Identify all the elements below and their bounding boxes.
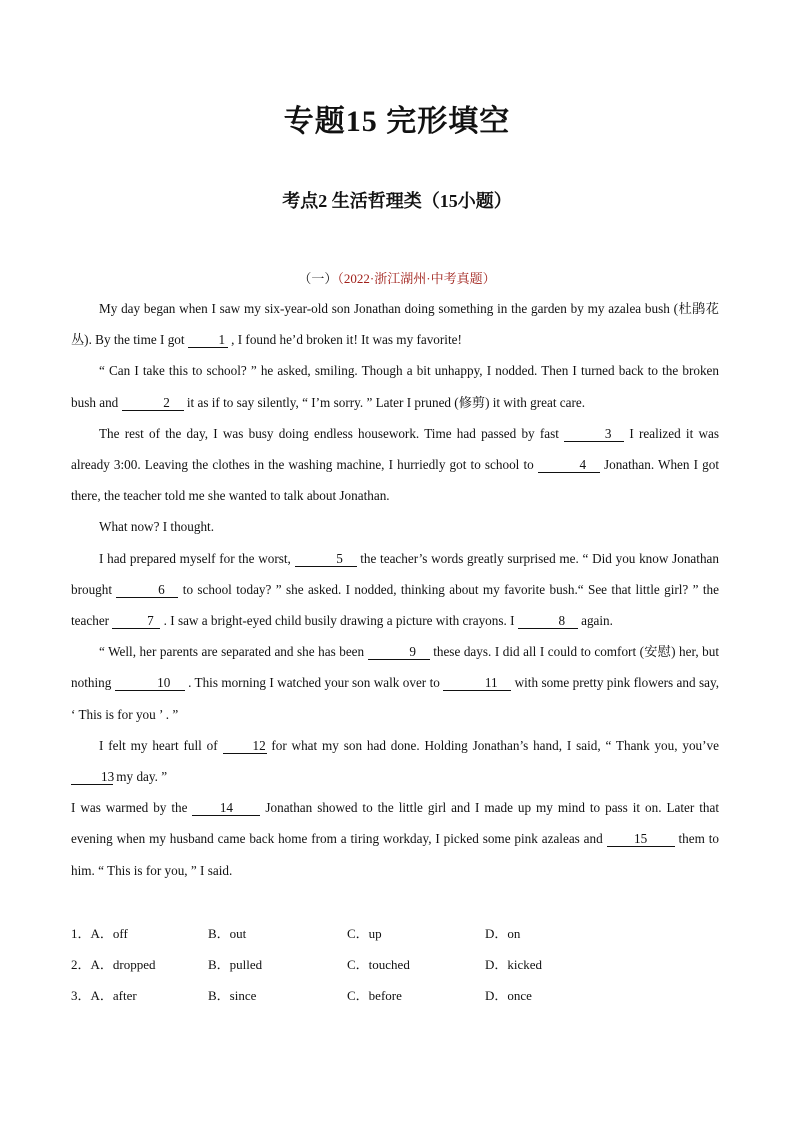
blank-14: 14 bbox=[192, 801, 260, 816]
question-options-row bbox=[71, 980, 719, 1011]
section-label: （一） bbox=[298, 271, 338, 286]
paragraph-text: with some pretty pink flowers and say, ‘ This is for you ’ . ” bbox=[71, 675, 720, 722]
blank-4: 4 bbox=[538, 458, 600, 473]
paragraph-text: . This morning I watched your son walk over to bbox=[184, 675, 444, 691]
option-b: B．since bbox=[208, 988, 257, 1003]
option-d: D．kicked bbox=[485, 957, 543, 972]
option-a bbox=[71, 949, 156, 980]
paragraph-text: I felt my heart full of bbox=[99, 737, 223, 753]
paragraph-7 bbox=[71, 730, 719, 792]
question-number: 2． bbox=[71, 957, 91, 972]
paragraph-text: “ Can I take this to school? ” he asked, smiling. Though a bit unhappy, I nodded. Then I turned back to the broken bush and bbox=[71, 363, 719, 410]
paragraph-1 bbox=[71, 293, 719, 355]
blank-11: 11 bbox=[443, 676, 511, 691]
option-a-text: A．dropped bbox=[90, 957, 156, 972]
paragraph-8 bbox=[71, 792, 719, 886]
paragraph-text: Jonathan showed to the little girl and I made up my mind to pass it on. Later that evening when my husband came back home from a tiring workday, I picked some pink azaleas and bbox=[71, 800, 720, 847]
paragraph-text: Jonathan. When I got there, the teacher told me she wanted to talk about Jonathan. bbox=[71, 457, 719, 504]
paragraph-text: . I saw a bright-eyed child busily drawing a picture with crayons. I bbox=[160, 613, 518, 629]
option-a bbox=[71, 980, 137, 1011]
paragraph-text: I was warmed by the bbox=[71, 800, 193, 816]
paragraph-2 bbox=[71, 355, 719, 417]
paragraph-text: these days. I did all I could to comfort (安慰) her, but nothing bbox=[71, 644, 719, 691]
option-d: D．on bbox=[485, 926, 521, 941]
option-b: B．out bbox=[208, 926, 247, 941]
question-options-row bbox=[71, 949, 719, 980]
page-subtitle: 考点2 生活哲理类（15小题） bbox=[282, 191, 512, 211]
option-b: B．pulled bbox=[208, 957, 263, 972]
blank-3: 3 bbox=[564, 427, 624, 442]
section-heading bbox=[0, 268, 794, 287]
paragraph-text: My day began when I saw my six-year-old son Jonathan doing something in the garden by my azalea bush (杜鹃花丛). By the time I got bbox=[71, 301, 719, 348]
option-c: C．before bbox=[347, 988, 402, 1003]
blank-6: 6 bbox=[116, 583, 178, 598]
paragraph-3 bbox=[71, 418, 719, 512]
blank-1: 1 bbox=[188, 333, 228, 348]
question-number: 3． bbox=[71, 988, 91, 1003]
paragraph-text: it as if to say silently, “ I’m sorry. ” Later I pruned (修剪) it with great care. bbox=[183, 394, 586, 410]
option-c: C．up bbox=[347, 926, 382, 941]
blank-15: 15 bbox=[607, 832, 675, 847]
passage bbox=[71, 293, 719, 886]
paragraph-text: I realized it was already 3:00. Leaving the clothes in the washing machine, I hurriedly got to school to bbox=[71, 425, 719, 473]
paragraph-text: my day. ” bbox=[113, 769, 168, 785]
blank-5: 5 bbox=[295, 552, 357, 567]
blank-9: 9 bbox=[368, 645, 430, 660]
paragraph-5 bbox=[71, 543, 719, 637]
paragraph-text: them to him. “ This is for you, ” I said. bbox=[71, 831, 719, 878]
question-number: 1． bbox=[71, 926, 91, 941]
option-d: D．once bbox=[485, 988, 532, 1003]
paragraph-text: The rest of the day, I was busy doing endless housework. Time had passed by fast bbox=[99, 425, 565, 441]
section-source: （2022·浙江湖州·中考真题） bbox=[337, 271, 496, 286]
option-c: C．touched bbox=[347, 957, 410, 972]
paragraph-text: , I found he’d broken it! It was my favorite! bbox=[227, 332, 462, 348]
question-options-row bbox=[71, 918, 719, 949]
blank-13: 13 bbox=[71, 770, 113, 785]
paragraph-text: the teacher’s words greatly surprised me. “ Did you know Jonathan brought bbox=[71, 550, 719, 597]
blank-10: 10 bbox=[115, 676, 185, 691]
blank-7: 7 bbox=[112, 614, 160, 629]
blank-2: 2 bbox=[122, 396, 184, 411]
paragraph-text: I had prepared myself for the worst, bbox=[99, 550, 295, 566]
paragraph-text: to school today? ” she asked. I nodded, thinking about my favorite bush.“ See that little girl? ” the teacher bbox=[71, 581, 719, 629]
paragraph-6 bbox=[71, 636, 719, 730]
blank-8: 8 bbox=[518, 614, 578, 629]
paragraph-text: for what my son had done. Holding Jonathan’s hand, I said, “ Thank you, you’ve bbox=[266, 737, 719, 753]
option-a bbox=[71, 918, 128, 949]
blank-12: 12 bbox=[223, 739, 267, 754]
page-title: 专题15 完形填空 bbox=[283, 105, 511, 138]
option-a-text: A．off bbox=[90, 926, 128, 941]
paragraph-text: again. bbox=[577, 613, 613, 629]
paragraph-text: “ Well, her parents are separated and she has been bbox=[99, 644, 368, 660]
option-a-text: A．after bbox=[90, 988, 137, 1003]
answer-options bbox=[71, 918, 719, 1011]
paragraph-4: What now? I thought. bbox=[99, 519, 214, 535]
